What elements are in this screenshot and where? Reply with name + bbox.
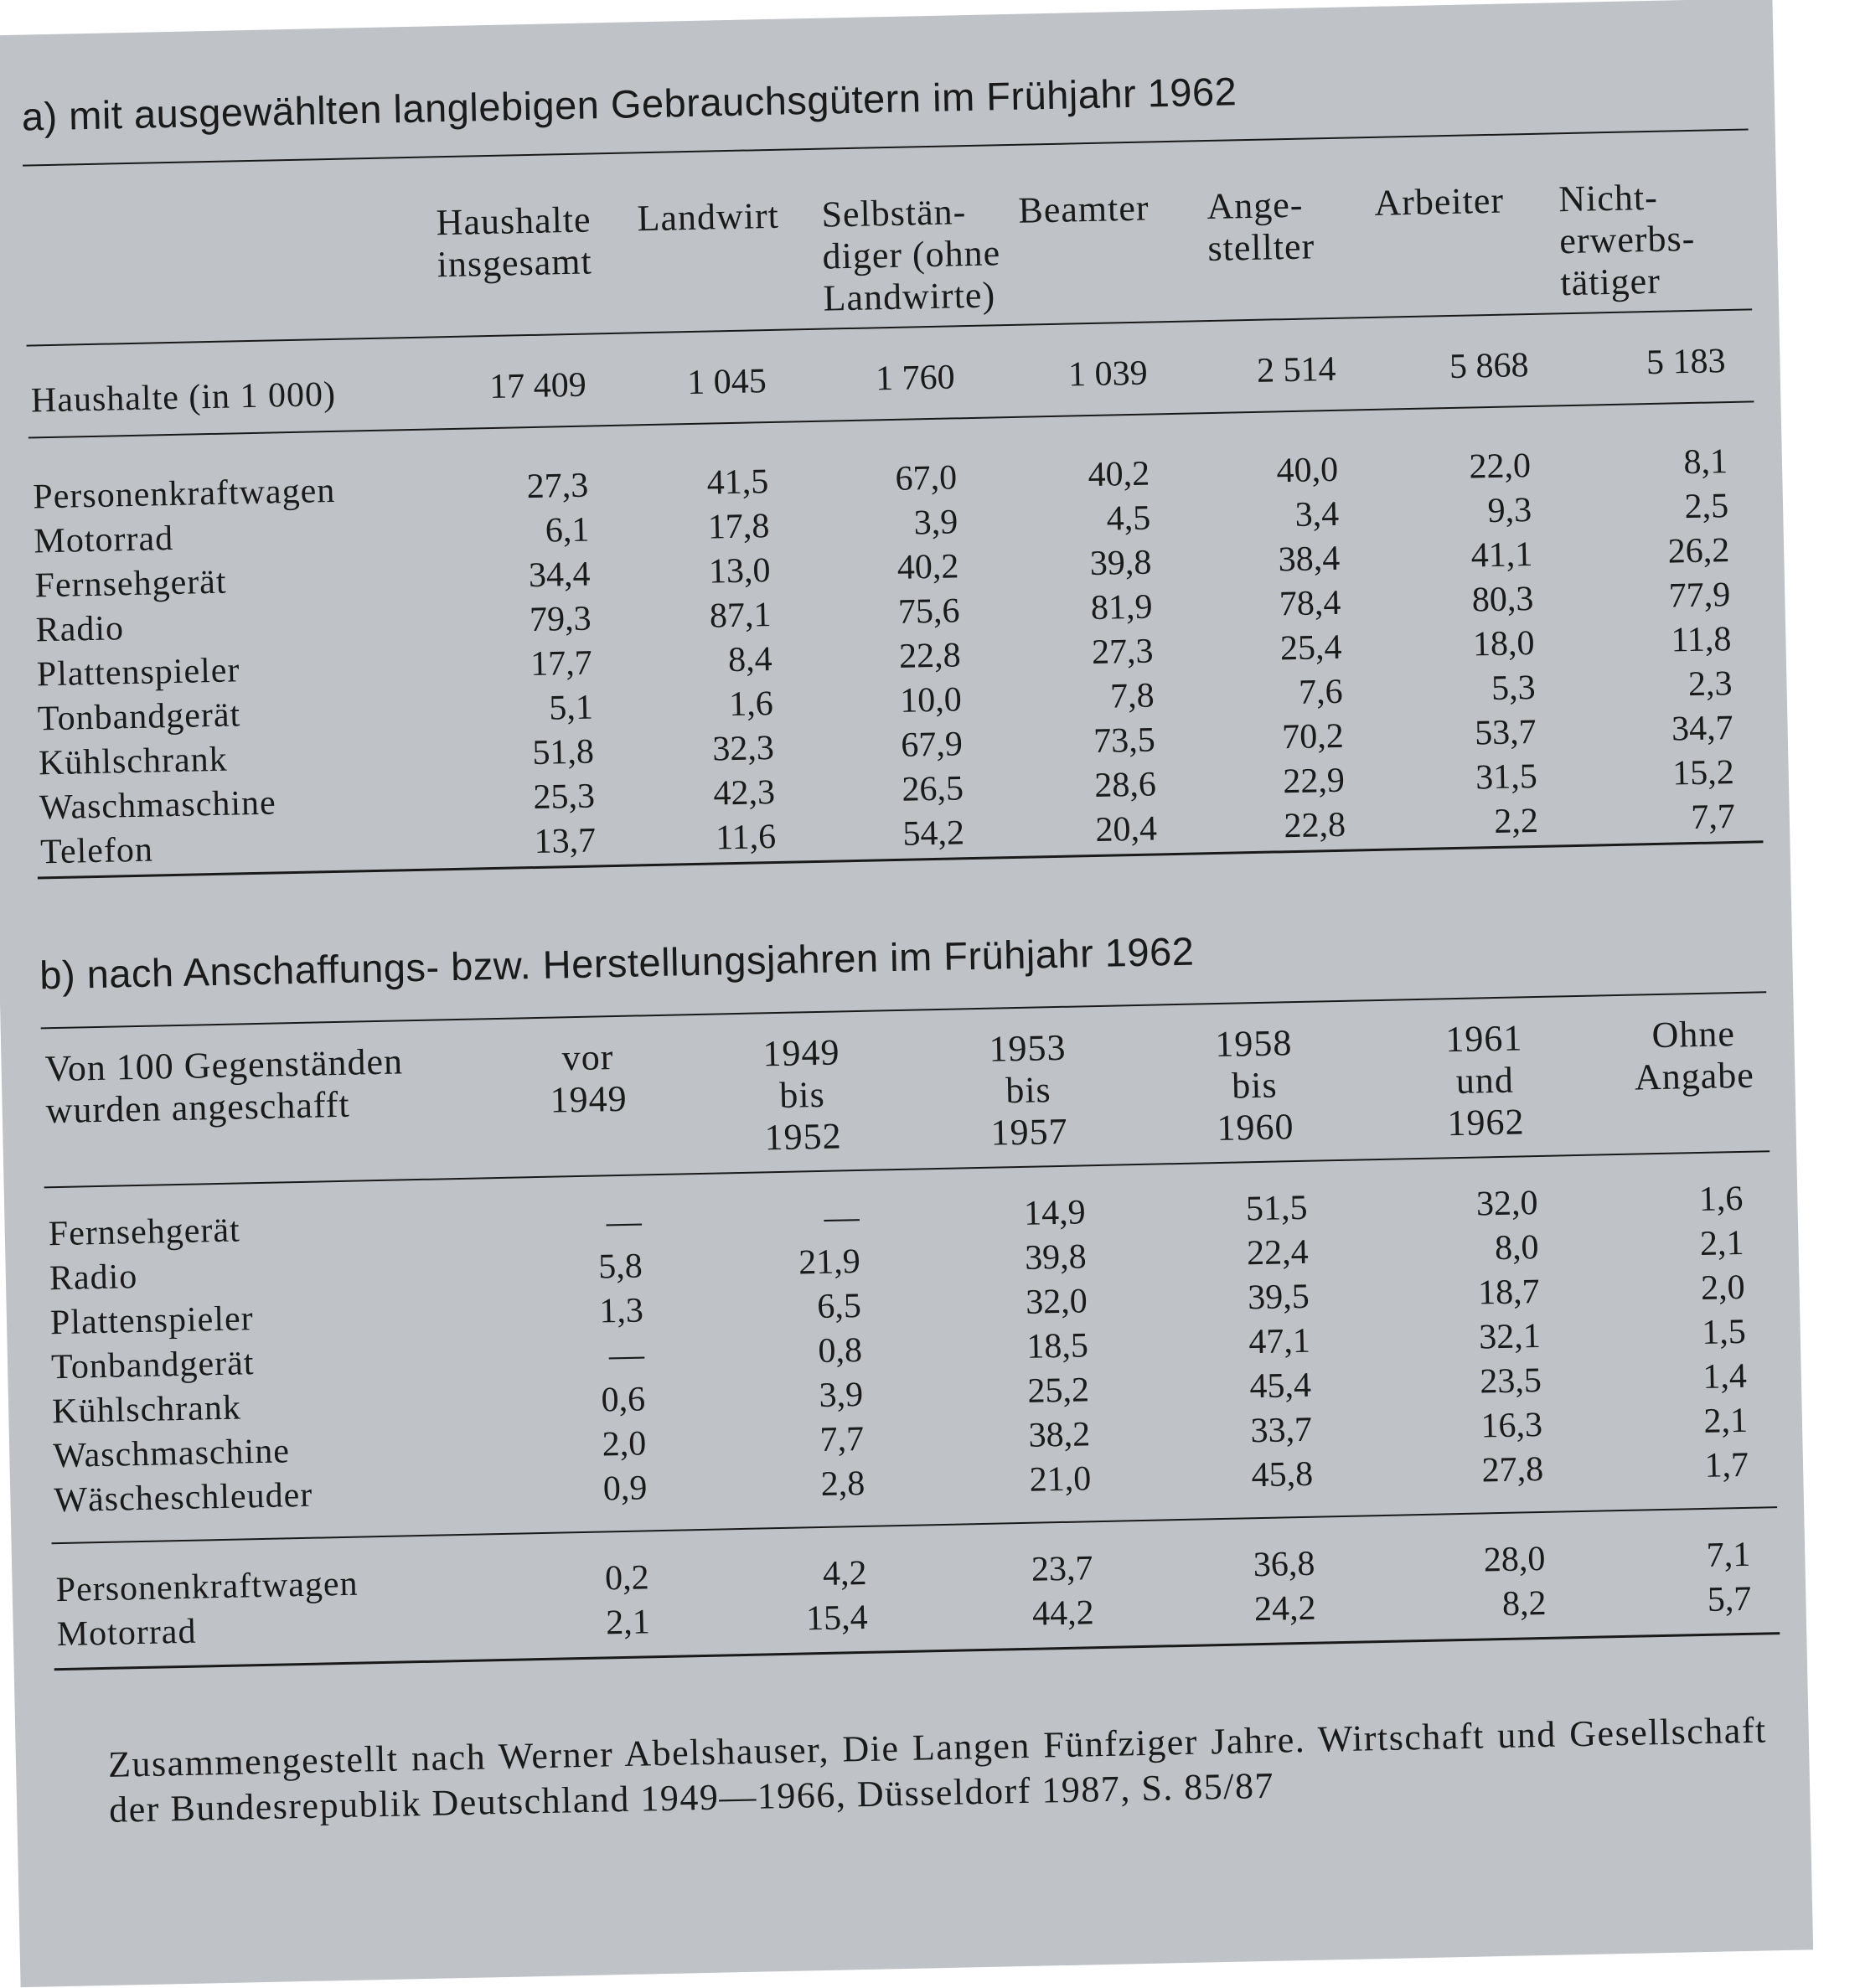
table-b-row-cell: 1,4: [1702, 1356, 1748, 1397]
table-a-cell: 40,0: [1276, 450, 1339, 491]
table-a-cell: 38,4: [1278, 539, 1341, 580]
table-a-cell: 41,1: [1470, 534, 1533, 576]
table-b-row-cell: 21,9: [798, 1242, 861, 1283]
table-a-cell: 13,7: [534, 821, 597, 862]
table-a-cell: 51,8: [531, 732, 595, 773]
table-a-household-value: 1 039: [1067, 354, 1149, 395]
table-a-household-label: Haushalte (in 1 000): [30, 374, 337, 421]
table-b-row-cell: —: [606, 1202, 643, 1242]
table-a-cell: 67,0: [895, 458, 958, 498]
table-b-row-cell: 1,3: [598, 1291, 644, 1331]
table-a-cell: 25,3: [533, 777, 596, 818]
table-b-row-cell: 18,7: [1477, 1273, 1541, 1313]
table-a-cell: 53,7: [1474, 712, 1537, 753]
table-a-cell: 78,4: [1279, 583, 1341, 624]
table-b-row-cell: 39,8: [1024, 1237, 1088, 1278]
table-a-row-label: Waschmaschine: [39, 783, 277, 828]
table-a-cell: 5,1: [548, 688, 594, 728]
table-a-cell: 22,9: [1282, 761, 1346, 802]
table-a-column-header: Ange- stellter: [1206, 183, 1315, 270]
table-a-cell: 67,9: [900, 725, 964, 765]
table-a-top-rule: [23, 128, 1749, 166]
table-b-column-header: 1961 und 1962: [1444, 1017, 1525, 1144]
table-a-cell: 18,0: [1472, 623, 1535, 664]
table-a-title: a) mit ausgewählten langlebigen Gebrauchsgütern im Frühjahr 1962: [21, 69, 1237, 139]
table-a-cell: 15,2: [1671, 753, 1735, 793]
table-a-cell: 11,6: [715, 817, 777, 858]
table-b-row-label: Waschmaschine: [52, 1432, 291, 1476]
table-b-row-label: Wäscheschleuder: [53, 1475, 313, 1521]
table-b-row-cell: 21,0: [1029, 1459, 1092, 1500]
table-a-cell: 10,0: [899, 680, 963, 720]
table-a-row-label: Telefon: [39, 830, 154, 872]
table-a-cell: 13,0: [708, 551, 771, 591]
table-a-cell: 11,8: [1670, 620, 1732, 660]
table-a-cell: 20,4: [1095, 809, 1158, 849]
table-a-cell: 5,3: [1491, 668, 1537, 709]
table-a-cell: 25,4: [1279, 627, 1342, 669]
table-b-vehicle-row-cell: 5,7: [1707, 1579, 1752, 1619]
table-a-cell: 81,9: [1090, 587, 1153, 628]
table-b-vehicle-row-cell: 15,4: [805, 1598, 869, 1639]
table-b-row-cell: 5,8: [597, 1247, 643, 1287]
table-a-cell: 7,7: [1690, 797, 1736, 838]
table-a-cell: 42,3: [712, 772, 776, 813]
table-b-row-cell: 6,5: [816, 1286, 862, 1327]
table-b-row-cell: 32,0: [1025, 1282, 1088, 1322]
table-a-cell: 26,2: [1667, 531, 1730, 571]
table-b-row-cell: 33,7: [1250, 1410, 1313, 1451]
table-a-cell: 17,8: [707, 507, 770, 547]
table-a-cell: 28,6: [1093, 765, 1157, 805]
table-a-cell: 22,8: [1283, 805, 1346, 846]
table-a-column-header: Selbstän- diger (ohne Landwirte): [821, 191, 1001, 319]
table-a-household-value: 5 183: [1646, 342, 1726, 383]
table-b-row-cell: 16,3: [1480, 1405, 1543, 1446]
table-a-cell: 41,5: [706, 462, 769, 503]
table-b-row-cell: 32,1: [1478, 1316, 1542, 1357]
table-a-row-label: Motorrad: [34, 519, 174, 561]
table-a-cell: 2,5: [1684, 487, 1729, 527]
table-a-row-label: Fernsehgerät: [34, 562, 227, 606]
table-a-cell: 79,3: [529, 599, 592, 640]
table-b-row-cell: 18,5: [1026, 1326, 1089, 1366]
table-b-row-label: Fernsehgerät: [48, 1211, 241, 1254]
table-a-cell: 40,2: [1088, 454, 1150, 495]
table-b-row-cell: 7,7: [819, 1419, 865, 1460]
table-b-row-cell: 25,2: [1027, 1371, 1090, 1411]
table-b-row-cell: 2,1: [1702, 1401, 1749, 1441]
table-b-row-cell: —: [608, 1335, 645, 1376]
table-b-row-cell: 14,9: [1023, 1193, 1087, 1233]
table-b-column-header: vor 1949: [550, 1036, 628, 1121]
table-a-row-label: Radio: [35, 609, 125, 650]
table-a-cell: 3,4: [1294, 494, 1340, 534]
table-b-column-header: 1953 bis 1957: [988, 1026, 1069, 1154]
table-a-cell: 2,2: [1493, 801, 1539, 842]
source-note: Zusammengestellt nach Werner Abelshauser, Die Langen Fünfziger Jahre. Wirtschaft und Gesellschaft der Bundesrepublik Deutschland 1949—1966, Düsseldorf 1987, S. 85/87: [107, 1709, 1768, 1831]
table-a-cell: 2,3: [1687, 664, 1733, 705]
table-b-vehicle-row-cell: 4,2: [822, 1553, 867, 1593]
table-b-row-cell: 2,8: [820, 1464, 865, 1505]
table-a-cell: 17,7: [530, 643, 593, 684]
table-b-row-cell: 22,4: [1246, 1232, 1310, 1273]
table-a-cell: 7,8: [1109, 676, 1155, 716]
table-a-household-value: 5 868: [1449, 346, 1529, 387]
table-b-vehicle-row-cell: 23,7: [1031, 1549, 1093, 1589]
table-a-column-header: Beamter: [1017, 187, 1150, 231]
table-b-vehicle-row-cell: 7,1: [1706, 1535, 1751, 1575]
table-b-column-header: Ohne Angabe: [1634, 1013, 1755, 1098]
table-a-column-header: Nicht- erwerbs- tätiger: [1558, 176, 1696, 304]
table-a-row-label: Personenkraftwagen: [32, 471, 336, 517]
table-b-vehicle-row-cell: 0,2: [604, 1558, 650, 1598]
table-a-row-label: Plattenspieler: [36, 651, 240, 695]
table-b-row-cell: 1,5: [1701, 1312, 1747, 1352]
table-a-cell: 22,8: [898, 636, 962, 676]
table-a-row-label: Kühlschrank: [38, 740, 229, 783]
table-a-cell: 80,3: [1471, 579, 1534, 620]
table-b-row-cell: 38,2: [1028, 1415, 1091, 1455]
table-b-row-cell: 45,8: [1251, 1454, 1314, 1495]
table-b-row-cell: 0,9: [602, 1469, 648, 1509]
table-a-cell: 34,4: [528, 555, 591, 596]
table-a-cell: 27,3: [526, 466, 589, 507]
table-a-cell: 8,1: [1682, 442, 1728, 483]
table-b-row-label: Tonbandgerät: [50, 1344, 255, 1387]
table-a-cell: 40,2: [896, 547, 959, 587]
table-a-cell: 73,5: [1093, 720, 1156, 762]
table-b-row-cell: —: [824, 1197, 860, 1237]
table-a-cell: 4,5: [1106, 498, 1151, 539]
table-b-vehicle-row-cell: 24,2: [1253, 1588, 1316, 1629]
table-b-vehicle-row-cell: 8,2: [1501, 1583, 1547, 1624]
table-a-household-value: 1 760: [875, 358, 956, 399]
table-a-household-value: 17 409: [488, 365, 587, 407]
table-a-household-value: 2 514: [1256, 349, 1337, 390]
table-b-row-cell: 23,5: [1479, 1361, 1542, 1402]
table-b-vehicle-row-cell: 2,1: [605, 1603, 651, 1643]
table-a-cell: 34,7: [1671, 709, 1734, 749]
table-b-row-cell: 0,6: [601, 1380, 646, 1420]
table-b-row-cell: 8,0: [1494, 1228, 1540, 1268]
table-b-row-label: Radio: [49, 1257, 138, 1299]
table-a-household-value: 1 045: [686, 362, 767, 403]
table-a-cell: 7,6: [1298, 672, 1344, 712]
table-a-cell: 6,1: [545, 510, 590, 550]
table-b-row-cell: 0,8: [817, 1330, 863, 1371]
table-b-row-cell: 32,0: [1475, 1184, 1538, 1224]
table-b-row-label: Plattenspieler: [49, 1299, 255, 1343]
table-b-vehicle-row-label: Personenkraftwagen: [55, 1564, 359, 1610]
table-b-title: b) nach Anschaffungs- bzw. Herstellungsjahren im Frühjahr 1962: [39, 928, 1195, 998]
table-b-row-cell: 2,1: [1699, 1223, 1744, 1263]
table-b-row-cell: 47,1: [1248, 1321, 1311, 1362]
table-a-cell: 8,4: [727, 640, 773, 680]
table-b-row-cell: 1,7: [1704, 1445, 1749, 1485]
table-b-row-cell: 27,8: [1481, 1449, 1544, 1490]
table-a-cell: 26,5: [901, 769, 964, 809]
table-b-row-cell: 39,5: [1247, 1277, 1310, 1318]
table-a-cell: 87,1: [709, 596, 772, 636]
table-b-row-cell: 2,0: [602, 1424, 647, 1464]
table-b-stub-header: Von 100 Gegenständen wurden angeschafft: [44, 1040, 404, 1132]
table-b-row-label: Kühlschrank: [51, 1388, 242, 1432]
table-a-column-header: Landwirt: [637, 194, 780, 240]
table-a-cell: 1,6: [728, 684, 774, 725]
table-a-cell: 32,3: [711, 729, 775, 769]
table-a-cell: 77,9: [1668, 576, 1731, 616]
table-b-row-cell: 45,4: [1248, 1366, 1312, 1407]
table-b-vehicle-row-label: Motorrad: [56, 1612, 197, 1655]
table-a-cell: 27,3: [1091, 632, 1155, 673]
table-b-vehicle-row-cell: 28,0: [1483, 1539, 1546, 1580]
table-a-cell: 9,3: [1487, 491, 1532, 531]
table-b-column-header: 1949 bis 1952: [762, 1031, 843, 1159]
table-b-column-header: 1958 bis 1960: [1214, 1022, 1294, 1149]
table-b-vehicle-row-cell: 44,2: [1031, 1593, 1095, 1634]
table-a-cell: 31,5: [1475, 756, 1538, 798]
table-b-row-cell: 51,5: [1245, 1188, 1308, 1229]
table-a-row-label: Tonbandgerät: [37, 695, 241, 739]
table-b-row-cell: 2,0: [1700, 1268, 1746, 1308]
table-a-cell: 54,2: [902, 813, 965, 854]
table-b-vehicle-row-cell: 36,8: [1253, 1544, 1315, 1585]
table-a-cell: 22,0: [1469, 447, 1532, 487]
table-a-cell: 3,9: [913, 503, 958, 543]
table-a-column-header: Arbeiter: [1373, 179, 1505, 224]
table-b-row-cell: 1,6: [1698, 1179, 1744, 1219]
table-b-row-cell: 3,9: [819, 1375, 864, 1416]
table-a-cell: 39,8: [1089, 543, 1152, 584]
table-a-column-header: Haushalte insgesamt: [436, 199, 593, 286]
table-a-cell: 70,2: [1281, 716, 1345, 757]
table-a-cell: 75,6: [897, 591, 960, 632]
